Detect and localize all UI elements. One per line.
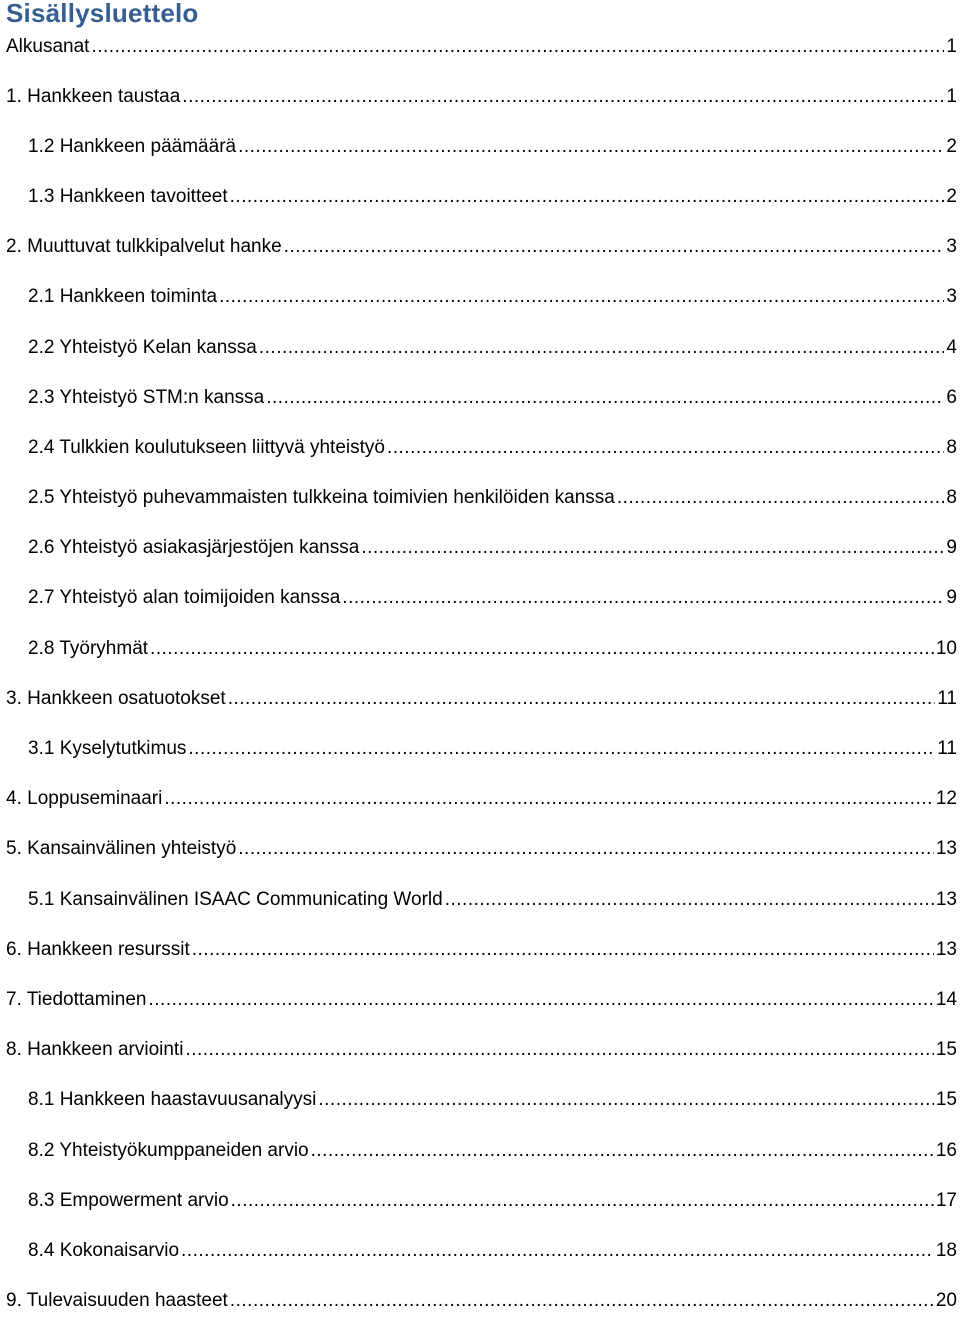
toc-entry-text: Alkusanat xyxy=(6,36,90,57)
toc-entry[interactable] xyxy=(0,1033,960,1067)
toc-entry[interactable] xyxy=(0,531,960,565)
dot-leader xyxy=(228,682,936,716)
toc-entry-page: 12 xyxy=(935,788,957,809)
toc-entry-page: 9 xyxy=(946,587,957,608)
dot-leader xyxy=(185,1033,933,1067)
toc-entry-page: 14 xyxy=(935,989,957,1010)
dot-leader xyxy=(164,782,934,816)
dot-leader xyxy=(342,581,944,615)
dot-leader xyxy=(230,180,945,214)
toc-entry[interactable] xyxy=(0,933,960,967)
toc-entry-page: 2 xyxy=(946,136,957,157)
toc-entry-text: 2.5 Yhteistyö puhevammaisten tulkkeina toimivien henkilöiden kanssa xyxy=(28,487,615,508)
dot-leader xyxy=(266,381,944,415)
dot-leader xyxy=(311,1134,934,1168)
toc-entry-text: 4. Loppuseminaari xyxy=(6,788,163,809)
toc-entry[interactable] xyxy=(0,883,960,917)
toc-entry-page: 13 xyxy=(935,838,957,859)
toc-entry-page: 11 xyxy=(937,738,957,759)
dot-leader xyxy=(148,983,933,1017)
toc-entry-text: 3. Hankkeen osatuotokset xyxy=(6,688,226,709)
dot-leader xyxy=(188,732,935,766)
toc-entry-page: 13 xyxy=(935,889,957,910)
toc-entry[interactable] xyxy=(0,481,960,515)
toc-entry-page: 1 xyxy=(946,36,957,57)
toc-entry[interactable] xyxy=(0,782,960,816)
dot-leader xyxy=(284,230,945,264)
toc-entry-text: 9. Tulevaisuuden haasteet xyxy=(6,1290,228,1311)
dot-leader xyxy=(181,1234,934,1268)
toc-entry-page: 4 xyxy=(946,337,957,358)
toc-entry-page: 1 xyxy=(946,86,957,107)
toc-entry[interactable] xyxy=(0,632,960,666)
toc-entry[interactable] xyxy=(0,983,960,1017)
toc-entry-page: 13 xyxy=(935,939,957,960)
toc-entry-page: 3 xyxy=(946,286,957,307)
toc-entry-text: 8.3 Empowerment arvio xyxy=(28,1190,229,1211)
toc-entry-text: 2.7 Yhteistyö alan toimijoiden kanssa xyxy=(28,587,341,608)
toc-entry-page: 11 xyxy=(937,688,957,709)
toc-entry[interactable] xyxy=(0,1234,960,1268)
toc-entry-page: 6 xyxy=(946,387,957,408)
toc-entry-text: 5.1 Kansainvälinen ISAAC Communicating World xyxy=(28,889,443,910)
toc-entry[interactable] xyxy=(0,130,960,164)
toc-entry-page: 9 xyxy=(946,537,957,558)
toc-entry-page: 8 xyxy=(946,487,957,508)
toc-entry[interactable] xyxy=(0,331,960,365)
toc-entry-page: 8 xyxy=(946,437,957,458)
toc-entry-text: 8.4 Kokonaisarvio xyxy=(28,1240,180,1261)
toc-entry[interactable] xyxy=(0,1184,960,1218)
dot-leader xyxy=(617,481,945,515)
toc-entry-text: 1.3 Hankkeen tavoitteet xyxy=(28,186,228,207)
toc-entry-page: 17 xyxy=(935,1190,957,1211)
toc-entry[interactable] xyxy=(0,1134,960,1168)
toc-entry[interactable] xyxy=(0,732,960,766)
toc-entry[interactable] xyxy=(0,682,960,716)
dot-leader xyxy=(238,130,944,164)
toc-entry[interactable] xyxy=(0,230,960,264)
toc-entry[interactable] xyxy=(0,180,960,214)
dot-leader xyxy=(259,331,945,365)
toc-entry[interactable] xyxy=(0,381,960,415)
toc-entry-text: 1.2 Hankkeen päämäärä xyxy=(28,136,237,157)
toc-entry-text: 8.2 Yhteistyökumppaneiden arvio xyxy=(28,1140,309,1161)
toc-entry[interactable] xyxy=(0,280,960,314)
toc-entry-page: 18 xyxy=(935,1240,957,1261)
toc-entry-page: 2 xyxy=(946,186,957,207)
toc-entry-text: 5. Kansainvälinen yhteistyö xyxy=(6,838,237,859)
toc-entry-text: 2.8 Työryhmät xyxy=(28,638,149,659)
page-title: Sisällysluettelo xyxy=(6,0,199,28)
toc-entry[interactable] xyxy=(0,832,960,866)
toc-entry-page: 15 xyxy=(935,1089,957,1110)
toc-entry-text: 2.2 Yhteistyö Kelan kanssa xyxy=(28,337,257,358)
toc-entry-page: 15 xyxy=(935,1039,957,1060)
dot-leader xyxy=(91,30,944,64)
toc-entry[interactable] xyxy=(0,581,960,615)
dot-leader xyxy=(387,431,944,465)
toc-entry-text: 2. Muuttuvat tulkkipalvelut hanke xyxy=(6,236,282,257)
toc-entry-text: 7. Tiedottaminen xyxy=(6,989,147,1010)
toc-entry[interactable] xyxy=(0,1083,960,1117)
dot-leader xyxy=(445,883,934,917)
dot-leader xyxy=(219,280,944,314)
dot-leader xyxy=(361,531,944,565)
toc-entry-text: 2.3 Yhteistyö STM:n kanssa xyxy=(28,387,265,408)
toc-entry-text: 6. Hankkeen resurssit xyxy=(6,939,190,960)
toc-entry-text: 3.1 Kyselytutkimus xyxy=(28,738,187,759)
toc-entry-text: 1. Hankkeen taustaa xyxy=(6,86,181,107)
toc-entry-text: 8.1 Hankkeen haastavuusanalyysi xyxy=(28,1089,317,1110)
dot-leader xyxy=(150,632,934,666)
toc-entry-page: 20 xyxy=(935,1290,957,1311)
dot-leader xyxy=(318,1083,934,1117)
toc-entry-text: 2.4 Tulkkien koulutukseen liittyvä yhteistyö xyxy=(28,437,385,458)
toc-entry[interactable] xyxy=(0,431,960,465)
toc-entry-text: 8. Hankkeen arviointi xyxy=(6,1039,184,1060)
dot-leader xyxy=(192,933,934,967)
toc-entry-page: 16 xyxy=(935,1140,957,1161)
toc-entry-text: 2.1 Hankkeen toiminta xyxy=(28,286,218,307)
dot-leader xyxy=(182,80,944,114)
toc-entry-text: 2.6 Yhteistyö asiakasjärjestöjen kanssa xyxy=(28,537,360,558)
dot-leader xyxy=(231,1184,934,1218)
toc-entry-page: 10 xyxy=(935,638,957,659)
toc-entry[interactable] xyxy=(0,30,960,64)
toc-entry-page: 3 xyxy=(946,236,957,257)
toc-entry[interactable] xyxy=(0,80,960,114)
dot-leader xyxy=(238,832,934,866)
